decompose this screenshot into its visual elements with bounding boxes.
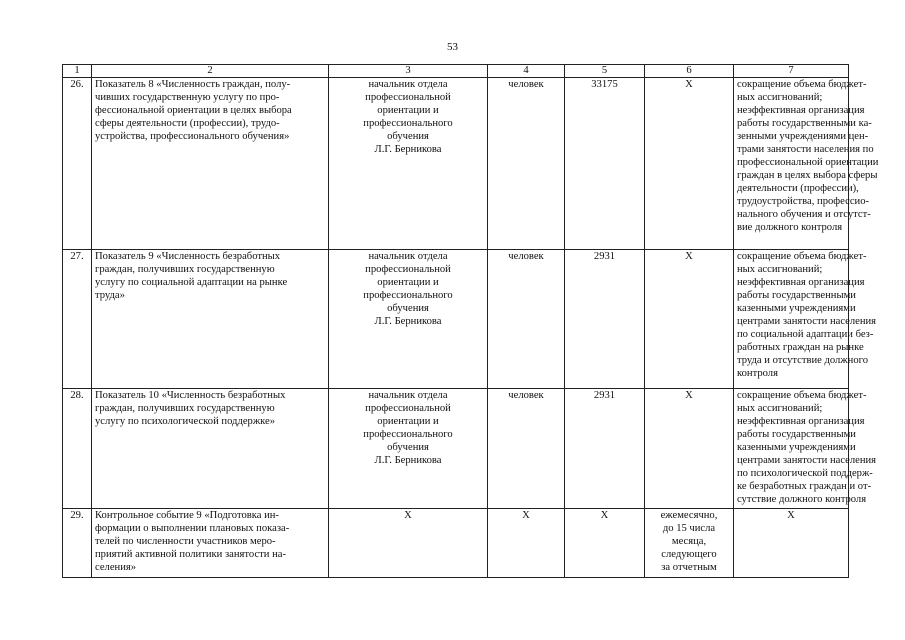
cell-text-line: за отчетным xyxy=(661,562,717,573)
cell-text-line: Х xyxy=(685,390,693,401)
column-number: 5 xyxy=(565,65,645,78)
cell-text-line: профессиональной xyxy=(365,403,451,414)
responsible-cell xyxy=(329,389,488,509)
risk-cell xyxy=(734,509,849,578)
deadline-cell xyxy=(645,250,734,389)
cell-text-line: по психологической поддерж- xyxy=(737,468,873,479)
indicator-cell xyxy=(92,78,329,250)
cell-text-line: трудоустройства, профессио- xyxy=(737,196,870,207)
cell-text-line: работы государственными ка- xyxy=(737,118,872,129)
cell-text-line: ных ассигнований; xyxy=(737,92,823,103)
cell-text-line: услугу по психологической поддержке» xyxy=(95,416,276,427)
unit-cell: человек xyxy=(488,78,565,250)
column-number: 6 xyxy=(645,65,734,78)
cell-text-line: граждан в целях выбора сферы xyxy=(737,170,878,181)
cell-text-line: Показатель 8 «Численность граждан, полу- xyxy=(95,79,291,90)
cell-text-line: сокращение объема бюджет- xyxy=(737,390,867,401)
unit-cell: человек xyxy=(488,250,565,389)
risk-cell xyxy=(734,78,879,250)
cell-text-line: деятельности (профессии), xyxy=(737,183,859,194)
cell-text-line: профессионального xyxy=(363,429,453,440)
measures-table xyxy=(62,64,879,578)
value-cell: 2931 xyxy=(565,389,645,509)
cell-text-line: Л.Г. Берникова xyxy=(374,144,442,155)
cell-text-line: сутствие должного контроля xyxy=(737,494,867,505)
cell-text-line: граждан, получивших государственную xyxy=(95,403,275,414)
cell-text-line: нального обучения и отсутст- xyxy=(737,209,871,220)
cell-text-line: вие должного контроля xyxy=(737,222,843,233)
cell-text-line: по социальной адаптации без- xyxy=(737,329,874,340)
cell-text-line: Х xyxy=(787,510,795,521)
column-number: 2 xyxy=(92,65,329,78)
table-row xyxy=(63,509,849,578)
indicator-cell xyxy=(92,509,329,578)
value-cell: 2931 xyxy=(565,250,645,389)
cell-text-line: неэффективная организация xyxy=(737,105,865,116)
cell-text-line: ориентации и xyxy=(377,416,439,427)
cell-text-line: телей по численности участников меро- xyxy=(95,536,276,547)
deadline-cell xyxy=(645,509,734,578)
cell-text-line: профессиональной xyxy=(365,264,451,275)
cell-text-line: Л.Г. Берникова xyxy=(374,316,442,327)
cell-text-line: неэффективная организация xyxy=(737,416,865,427)
cell-text-line: следующего xyxy=(661,549,717,560)
cell-text-line: зенными учреждениями цен- xyxy=(737,131,869,142)
cell-text-line: Х xyxy=(685,79,693,90)
deadline-cell xyxy=(645,389,734,509)
cell-text-line: сокращение объема бюджет- xyxy=(737,79,867,90)
value-cell: 33175 xyxy=(565,78,645,250)
responsible-cell xyxy=(329,509,488,578)
cell-text-line: устройства, профессионального обучения» xyxy=(95,131,290,142)
unit-cell: Х xyxy=(488,509,565,578)
row-number: 28. xyxy=(63,389,92,509)
cell-text-line: сферы деятельности (профессии), трудо- xyxy=(95,118,280,129)
cell-text-line: контроля xyxy=(737,368,778,379)
cell-text-line: профессиональной ориентации xyxy=(737,157,879,168)
cell-text-line: профессионального xyxy=(363,118,453,129)
cell-text-line: работных граждан на рынке xyxy=(737,342,864,353)
page-number: 53 xyxy=(447,41,458,53)
cell-text-line: сокращение объема бюджет- xyxy=(737,251,867,262)
cell-text-line: Показатель 9 «Численность безработных xyxy=(95,251,281,262)
cell-text-line: ориентации и xyxy=(377,105,439,116)
cell-text-line: труда и отсутствие должного xyxy=(737,355,868,366)
cell-text-line: Контрольное событие 9 «Подготовка ин- xyxy=(95,510,279,521)
cell-text-line: центрами занятости населения xyxy=(737,316,877,327)
cell-text-line: селения» xyxy=(95,562,137,573)
cell-text-line: неэффективная организация xyxy=(737,277,865,288)
deadline-cell xyxy=(645,78,734,250)
cell-text-line: ке безработных граждан и от- xyxy=(737,481,872,492)
cell-text-line: ориентации и xyxy=(377,277,439,288)
cell-text-line: работы государственными xyxy=(737,290,856,301)
indicator-cell xyxy=(92,389,329,509)
risk-cell xyxy=(734,250,877,389)
cell-text-line: профессионального xyxy=(363,290,453,301)
column-number: 7 xyxy=(734,65,849,78)
cell-text-line: услугу по социальной адаптации на рынке xyxy=(95,277,288,288)
cell-text-line: казенными учреждениями xyxy=(737,442,856,453)
cell-text-line: казенными учреждениями xyxy=(737,303,856,314)
column-number: 1 xyxy=(63,65,92,78)
cell-text-line: ных ассигнований; xyxy=(737,264,823,275)
cell-text-line: приятий активной политики занятости на- xyxy=(95,549,286,560)
column-number: 4 xyxy=(488,65,565,78)
cell-text-line: граждан, получивших государственную xyxy=(95,264,275,275)
cell-text-line: центрами занятости населения xyxy=(737,455,877,466)
cell-text-line: профессиональной xyxy=(365,92,451,103)
cell-text-line: работы государственными xyxy=(737,429,856,440)
column-number-row xyxy=(63,65,849,78)
table-row xyxy=(63,389,849,509)
column-number: 3 xyxy=(329,65,488,78)
cell-text-line: ежемесячно, xyxy=(660,510,718,521)
cell-text-line: труда» xyxy=(95,290,125,301)
row-number: 26. xyxy=(63,78,92,250)
cell-text-line: Показатель 10 «Численность безработных xyxy=(95,390,286,401)
cell-text-line: Л.Г. Берникова xyxy=(374,455,442,466)
indicator-cell xyxy=(92,250,329,389)
responsible-cell xyxy=(329,78,488,250)
row-number: 29. xyxy=(63,509,92,578)
risk-cell xyxy=(734,389,877,509)
cell-text-line: начальник отдела xyxy=(368,251,448,262)
cell-text-line: трами занятости населения по xyxy=(737,144,874,155)
cell-text-line: начальник отдела xyxy=(368,79,448,90)
table-row xyxy=(63,78,849,250)
row-number: 27. xyxy=(63,250,92,389)
cell-text-line: обучения xyxy=(387,131,429,142)
cell-text-line: начальник отдела xyxy=(368,390,448,401)
cell-text-line: чивших государственную услугу по про- xyxy=(95,92,280,103)
cell-text-line: месяца, xyxy=(671,536,707,547)
cell-text-line: Х xyxy=(685,251,693,262)
cell-text-line: обучения xyxy=(387,442,429,453)
cell-text-line: обучения xyxy=(387,303,429,314)
cell-text-line: Х xyxy=(404,510,412,521)
table-row xyxy=(63,250,849,389)
value-cell: Х xyxy=(565,509,645,578)
cell-text-line: до 15 числа xyxy=(662,523,716,534)
unit-cell: человек xyxy=(488,389,565,509)
cell-text-line: ных ассигнований; xyxy=(737,403,823,414)
cell-text-line: формации о выполнении плановых показа- xyxy=(95,523,290,534)
responsible-cell xyxy=(329,250,488,389)
cell-text-line: фессиональной ориентации в целях выбора xyxy=(95,105,292,116)
